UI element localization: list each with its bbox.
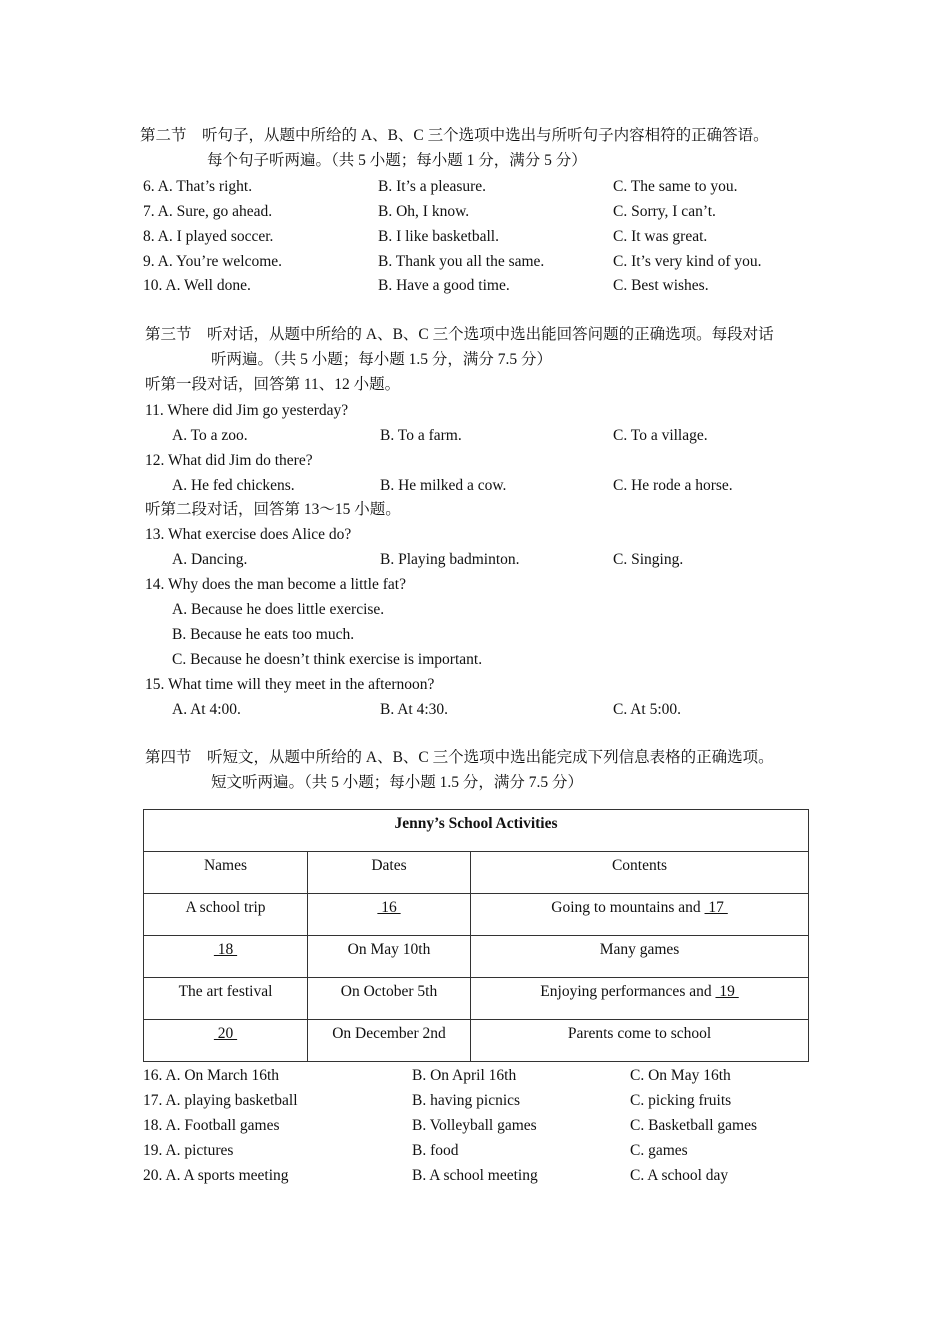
blank-17: 17 [704,899,728,916]
cell-content [471,978,809,1020]
option-b: B. He milked a cow. [380,477,507,494]
table-row [144,936,809,978]
option-c: C. Singing. [613,551,684,568]
option-c: C. Sorry, I can’t. [613,203,716,220]
option-c: C. He rode a horse. [613,477,733,494]
option-a: A. He fed chickens. [172,477,295,494]
options-row-13 [0,550,950,570]
option-a: 16. A. On March 16th [143,1067,280,1084]
option-b: B. Playing badminton. [380,551,520,568]
question-row [0,202,950,222]
cell-date: On December 2nd [308,1020,471,1062]
option-a: 17. A. playing basketball [143,1092,298,1109]
option-b: B. To a farm. [380,427,462,444]
option-a: A. To a zoo. [172,427,248,444]
option-c: C. To a village. [613,427,708,444]
option-b: B. On April 16th [412,1067,517,1084]
option-a: 8. A. I played soccer. [143,228,274,245]
option-b: B. A school meeting [412,1167,538,1184]
option-a: A. At 4:00. [172,701,241,718]
cell-name [144,1020,308,1062]
option-b: B. Volleyball games [412,1117,537,1134]
question-row [0,252,950,272]
table-header-row [144,852,809,894]
cell-content: Many games [471,936,809,978]
option-c: C. Because he doesn’t think exercise is important. [172,651,483,668]
option-a: A. Because he does little exercise. [172,601,385,618]
option-a: 18. A. Football games [143,1117,280,1134]
section2-heading: 第二节 听句子，从题中所给的 A、B、C 三个选项中选出与所听句子内容相符的正确答语。 [140,127,769,144]
blank-16: 16 [377,899,401,916]
option-c: C. Basketball games [630,1117,757,1134]
option-a: A. Dancing. [172,551,248,568]
blank-18: 18 [213,941,238,958]
cell-content-text: Going to mountains and [551,899,705,916]
table-title-row [144,810,809,852]
options-row-12 [0,476,950,496]
question-stem-15: 15. What time will they meet in the afternoon? [145,676,435,693]
question-row [0,227,950,247]
section2-instructions: 每个句子听两遍。（共 5 小题；每小题 1 分，满分 5 分） [207,152,587,169]
column-header-dates: Dates [308,852,471,894]
option-b: B. Have a good time. [378,277,510,294]
option-b: B. Because he eats too much. [172,626,355,643]
options-row-11 [0,426,950,446]
option-a: 6. A. That’s right. [143,178,253,195]
dialog2-intro: 听第二段对话，回答第 13～15 小题。 [145,501,401,518]
cell-name [144,936,308,978]
option-c: C. The same to you. [613,178,738,195]
cell-date: On October 5th [308,978,471,1020]
question-stem-14: 14. Why does the man become a little fat? [145,576,406,593]
question-row [0,276,950,296]
section3-heading: 第三节 听对话，从题中所给的 A、B、C 三个选项中选出能回答问题的正确选项。每段对话 [145,326,774,343]
question-row [0,1141,950,1161]
option-b: B. food [412,1142,459,1159]
table-row [144,978,809,1020]
option-c: C. It’s very kind of you. [613,253,762,270]
cell-name: The art festival [144,978,308,1020]
option-c: C. At 5:00. [613,701,682,718]
cell-content [471,894,809,936]
cell-date: On May 10th [308,936,471,978]
option-b: B. I like basketball. [378,228,499,245]
option-c: C. picking fruits [630,1092,732,1109]
options-row-15 [0,700,950,720]
option-c: C. games [630,1142,688,1159]
question-row [0,177,950,197]
section4-heading: 第四节 听短文，从题中所给的 A、B、C 三个选项中选出能完成下列信息表格的正确选项。 [145,749,774,766]
column-header-names: Names [144,852,308,894]
column-header-contents: Contents [471,852,809,894]
question-stem-12: 12. What did Jim do there? [145,452,313,469]
option-c: C. Best wishes. [613,277,709,294]
table-row [144,894,809,936]
cell-content: Parents come to school [471,1020,809,1062]
option-b: B. Oh, I know. [378,203,470,220]
option-a: 20. A. A sports meeting [143,1167,289,1184]
cell-content-text: Enjoying performances and [540,983,716,1000]
blank-19: 19 [715,983,739,1000]
option-c: C. On May 16th [630,1067,731,1084]
option-b: B. It’s a pleasure. [378,178,487,195]
dialog1-intro: 听第一段对话，回答第 11、12 小题。 [145,376,401,393]
question-row [0,1091,950,1111]
option-a: 7. A. Sure, go ahead. [143,203,273,220]
question-row [0,1066,950,1086]
section4-instructions: 短文听两遍。（共 5 小题；每小题 1.5 分，满分 7.5 分） [211,774,584,791]
option-b: B. At 4:30. [380,701,449,718]
question-row [0,1166,950,1186]
question-row [0,1116,950,1136]
section3-instructions: 听两遍。（共 5 小题；每小题 1.5 分，满分 7.5 分） [211,351,553,368]
option-b: B. Thank you all the same. [378,253,545,270]
option-a: 10. A. Well done. [143,277,251,294]
activities-table [143,809,809,1062]
option-c: C. A school day [630,1167,729,1184]
question-stem-11: 11. Where did Jim go yesterday? [145,402,349,419]
option-a: 9. A. You’re welcome. [143,253,283,270]
option-a: 19. A. pictures [143,1142,234,1159]
table-title: Jenny’s School Activities [144,810,809,852]
blank-20: 20 [213,1025,238,1042]
cell-name: A school trip [144,894,308,936]
option-c: C. It was great. [613,228,708,245]
question-stem-13: 13. What exercise does Alice do? [145,526,352,543]
table-row [144,1020,809,1062]
option-b: B. having picnics [412,1092,521,1109]
cell-date [308,894,471,936]
